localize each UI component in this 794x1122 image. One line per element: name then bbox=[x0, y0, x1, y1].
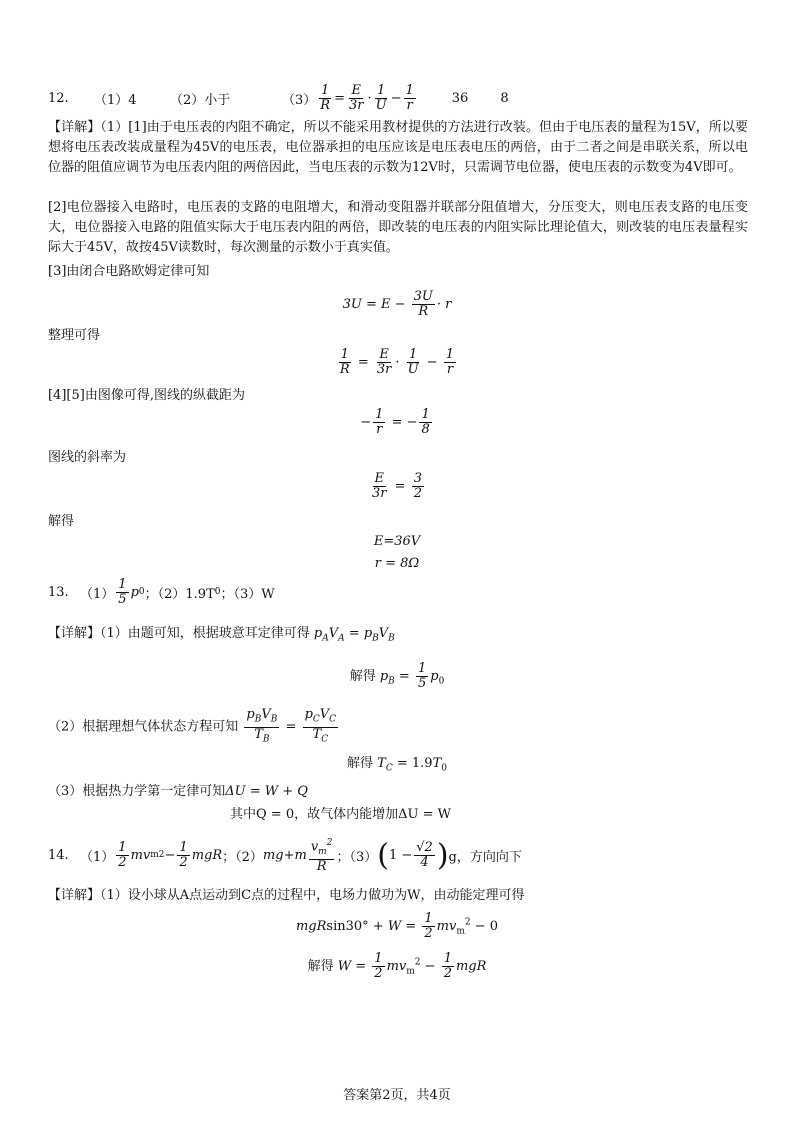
q13-detail-3: （3）根据热力学第一定律可知ΔU = W + Q bbox=[48, 784, 308, 799]
q12-detail-2: [2]电位器接入电路时，电压表的支路的电阻增大，和滑动变阻器并联部分阻值增大，分压变大，则电压表支路的电压变大，电位器接入电路的阻值实际大于电压表内阻的两倍，即改装的电压表的内阻实际比理论值大，则改装的电压表量程实际大于45V，故按45V读数时，每次测量的示数小于真实值。 bbox=[48, 200, 748, 255]
q14-answer-line: 14. （1） $\frac{1}{2}$ mv m 2 − $\frac{1}{2}$ mgR ；（2） mg + m $\frac{v_m^2}{R}$ ；（3） ( 1 − $\frac{√2}{4}$ ) g，方向向下 bbox=[48, 837, 522, 874]
q12-r-result: r = 8Ω bbox=[374, 556, 420, 571]
page-footer: 答案第2页，共4页 bbox=[343, 1088, 451, 1103]
q14-answer-1-label: （1） bbox=[80, 849, 115, 865]
q13-answer-2: ；（2）1.9T bbox=[144, 586, 215, 602]
q14-detail-1: 【详解】（1）设小球从A点运动到C点的过程中，电场力做功为W，由动能定理可得 bbox=[48, 888, 525, 903]
q13-detail-2: （2）根据理想气体状态方程可知 $\frac{p_BV_B}{T_B}$ = $\frac{p_CV_C}{T_C}$ bbox=[48, 707, 337, 745]
q12-formula-1-over-U: $\frac{1}{U}$ bbox=[375, 82, 387, 113]
q13-answer-3: ；（3）W bbox=[220, 586, 275, 602]
q14-answer-3-tail: g，方向向下 bbox=[448, 849, 522, 865]
q12-formula-1-over-R: $\frac{1}{R}$ bbox=[320, 82, 331, 113]
q12-formula-1-over-r: $\frac{1}{r}$ bbox=[405, 82, 414, 113]
q12-answer-4: 36 bbox=[451, 90, 469, 106]
q12-answer-1: （1）4 bbox=[94, 92, 137, 108]
q12-equation-intercept: − $\frac{1}{r}$ = − $\frac{1}{8}$ bbox=[360, 407, 430, 437]
q14-solve-W: 解得 W = $\frac{1}{2}$ $mv_m^2$ − $\frac{1}{2}$ mgR bbox=[307, 951, 487, 981]
q12-equation-ohm: 3U = E − $\frac{3U}{R}$ · r bbox=[342, 289, 452, 319]
q13-answer-line: 13. （1） $\frac{1}{5}$ p 0 ；（2）1.9T 0 ；（3）W bbox=[48, 576, 275, 607]
q14-number: 14. bbox=[48, 847, 69, 863]
q12-slope-label: 图线的斜率为 bbox=[48, 450, 127, 465]
q13-detail-3b: 其中Q = 0，故气体内能增加ΔU = W bbox=[230, 807, 451, 822]
q13-solve-TC: 解得 $T_C = 1.9T_0$ bbox=[347, 756, 447, 774]
q12-formula-E-over-3r: $\frac{E}{3r}$ bbox=[348, 82, 364, 113]
q12-E-result: E=36V bbox=[373, 534, 421, 549]
q14-answer-3-label: ；（3） bbox=[336, 849, 378, 865]
q12-answer-5: 8 bbox=[500, 90, 509, 106]
q12-solve-label: 解得 bbox=[48, 514, 75, 529]
q14-answer-2-label: ；（2） bbox=[222, 849, 263, 865]
q12-answer-3-label: （3） bbox=[282, 92, 317, 108]
q13-solve-pB: 解得 $p_B$ = $\frac{1}{5}$ $p_0$ bbox=[349, 661, 445, 691]
q12-equation-rearranged: $\frac{1}{R}$ = $\frac{E}{3r}$ · $\frac{1}{U}$ − $\frac{1}{r}$ bbox=[339, 347, 455, 377]
q13-answer-1-label: （1） bbox=[80, 586, 115, 602]
q12-number: 12. bbox=[48, 90, 69, 106]
q12-detail-3: [3]由闭合电路欧姆定律可知 bbox=[48, 264, 210, 279]
q13-detail-1: 【详解】（1）由题可知，根据玻意耳定律可得 $p_AV_A = p_BV_B$ bbox=[48, 626, 395, 644]
q14-equation-energy: mgRsin30° + W = $\frac{1}{2}$ $mv_m^2 - 0$ bbox=[295, 911, 499, 941]
q13-number: 13. bbox=[48, 584, 69, 600]
q13-answer-1-fraction: $\frac{1}{5}$ bbox=[118, 576, 127, 607]
q12-equation-slope: $\frac{E}{3r}$ = $\frac{3}{2}$ bbox=[372, 471, 422, 501]
q12-detail-45: [4][5]由图像可得,图线的纵截距为 bbox=[48, 388, 245, 403]
q12-tidy-label: 整理可得 bbox=[48, 328, 101, 343]
q12-answer-line: 12. （1）4 （2）小于 （3） $\frac{1}{R}$ = $\frac{E}{3r}$ · $\frac{1}{U}$ − $\frac{1}{r}$ 36 8 bbox=[48, 82, 509, 113]
q12-detail-1: 【详解】（1）[1]由于电压表的内阻不确定，所以不能采用教材提供的方法进行改装。但由于电压表的量程为15V，所以要想将电压表改装成量程为45V的电压表，电位器承担的电压应该是电压表电压的两倍，由于二者之间是串联关系，所以电位器的阻值应调节为电压表内阻的两倍因此，当电压表的示数为12V时，只需调节电位器，使电压表的示数变为4V即可。 bbox=[48, 120, 748, 175]
q12-answer-2: （2）小于 bbox=[170, 92, 231, 108]
